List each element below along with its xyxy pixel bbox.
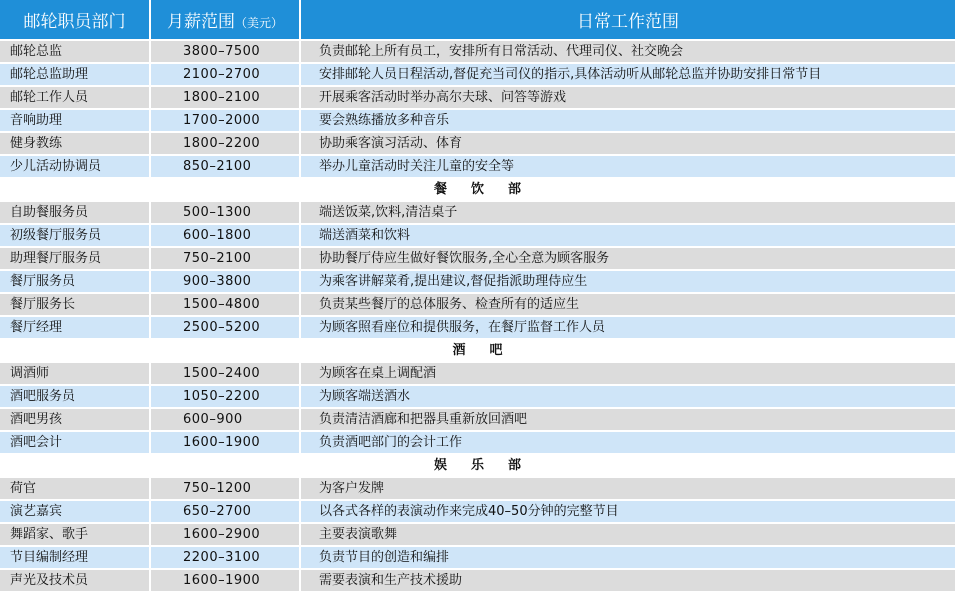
department-cell: 餐厅经理 (0, 316, 150, 339)
duty-cell: 为顾客端送酒水 (300, 385, 956, 408)
duty-cell: 为客户发牌 (300, 477, 956, 500)
duty-cell: 协助乘客演习活动、体育 (300, 132, 956, 155)
department-cell: 初级餐厅服务员 (0, 224, 150, 247)
section-header-row (0, 339, 956, 362)
department-cell: 声光及技术员 (0, 569, 150, 592)
department-cell: 助理餐厅服务员 (0, 247, 150, 270)
duty-cell: 安排邮轮人员日程活动,督促充当司仪的指示,具体活动听从邮轮总监并协助安排日常节目 (300, 63, 956, 86)
salary-cell: 2500–5200 (150, 316, 300, 339)
department-cell: 少儿活动协调员 (0, 155, 150, 178)
section-title: 餐饮部 (433, 182, 545, 197)
duty-cell: 需要表演和生产技术援助 (300, 569, 956, 592)
salary-cell: 2100–2700 (150, 63, 300, 86)
salary-cell: 1600–1900 (150, 569, 300, 592)
department-cell: 舞蹈家、歌手 (0, 523, 150, 546)
department-cell: 音响助理 (0, 109, 150, 132)
salary-cell: 650–2700 (150, 500, 300, 523)
section-title: 娱乐部 (433, 458, 545, 473)
table-row (0, 201, 956, 224)
header-dept: 邮轮职员部门 (0, 0, 150, 40)
duty-cell: 为乘客讲解菜肴,提出建议,督促指派助理侍应生 (300, 270, 956, 293)
table-row (0, 132, 956, 155)
department-cell: 荷官 (0, 477, 150, 500)
section-header-row (0, 178, 956, 201)
department-cell: 餐厅服务长 (0, 293, 150, 316)
salary-cell: 750–2100 (150, 247, 300, 270)
salary-cell: 600–1800 (150, 224, 300, 247)
table-row (0, 63, 956, 86)
salary-cell: 1800–2200 (150, 132, 300, 155)
salary-cell: 900–3800 (150, 270, 300, 293)
table-row (0, 40, 956, 63)
table-row (0, 270, 956, 293)
department-cell: 餐厅服务员 (0, 270, 150, 293)
salary-cell: 3800–7500 (150, 40, 300, 63)
header-salary (150, 0, 300, 40)
salary-cell: 750–1200 (150, 477, 300, 500)
table-row (0, 500, 956, 523)
salary-cell: 600–900 (150, 408, 300, 431)
table-row (0, 293, 956, 316)
duty-cell: 举办儿童活动时关注儿童的安全等 (300, 155, 956, 178)
table-row (0, 155, 956, 178)
salary-cell: 850–2100 (150, 155, 300, 178)
department-cell: 邮轮工作人员 (0, 86, 150, 109)
duty-cell: 负责节目的创造和编排 (300, 546, 956, 569)
header-row (0, 0, 956, 40)
department-cell: 调酒师 (0, 362, 150, 385)
table-row (0, 546, 956, 569)
section-title-cell (0, 178, 956, 201)
department-cell: 节目编制经理 (0, 546, 150, 569)
section-title-cell (0, 339, 956, 362)
table-row (0, 385, 956, 408)
header-salary-unit: （美元） (234, 16, 283, 30)
header-salary-label: 月薪范围 (166, 12, 235, 32)
duty-cell: 为顾客照看座位和提供服务，在餐厅监督工作人员 (300, 316, 956, 339)
table-row (0, 523, 956, 546)
section-title-cell (0, 454, 956, 477)
department-cell: 邮轮总监 (0, 40, 150, 63)
salary-cell: 1800–2100 (150, 86, 300, 109)
duty-cell: 负责酒吧部门的会计工作 (300, 431, 956, 454)
duty-cell: 负责清洁酒廊和把器具重新放回酒吧 (300, 408, 956, 431)
duty-cell: 负责某些餐厅的总体服务、检查所有的适应生 (300, 293, 956, 316)
section-header-row (0, 454, 956, 477)
duty-cell: 负责邮轮上所有员工，安排所有日常活动、代理司仪、社交晚会 (300, 40, 956, 63)
department-cell: 健身教练 (0, 132, 150, 155)
table-row (0, 109, 956, 132)
duty-cell: 以各式各样的表演动作来完成40–50分钟的完整节目 (300, 500, 956, 523)
department-cell: 演艺嘉宾 (0, 500, 150, 523)
section-title: 酒吧 (452, 343, 527, 358)
duty-cell: 要会熟练播放多种音乐 (300, 109, 956, 132)
salary-cell: 1050–2200 (150, 385, 300, 408)
table-row (0, 477, 956, 500)
table-row (0, 362, 956, 385)
duty-cell: 端送饭菜,饮料,清洁桌子 (300, 201, 956, 224)
table-row (0, 569, 956, 592)
table-row (0, 408, 956, 431)
salary-cell: 1500–4800 (150, 293, 300, 316)
duty-cell: 端送酒菜和饮料 (300, 224, 956, 247)
table-row (0, 247, 956, 270)
department-cell: 自助餐服务员 (0, 201, 150, 224)
salary-cell: 1600–1900 (150, 431, 300, 454)
table-row (0, 431, 956, 454)
table-row (0, 224, 956, 247)
salary-cell: 500–1300 (150, 201, 300, 224)
table-row (0, 86, 956, 109)
salary-cell: 1600–2900 (150, 523, 300, 546)
duty-cell: 协助餐厅侍应生做好餐饮服务,全心全意为顾客服务 (300, 247, 956, 270)
department-cell: 酒吧会计 (0, 431, 150, 454)
duty-cell: 开展乘客活动时举办高尔夫球、问答等游戏 (300, 86, 956, 109)
department-cell: 酒吧男孩 (0, 408, 150, 431)
salary-cell: 2200–3100 (150, 546, 300, 569)
header-duty: 日常工作范围 (300, 0, 956, 40)
department-cell: 邮轮总监助理 (0, 63, 150, 86)
duty-cell: 主要表演歌舞 (300, 523, 956, 546)
department-cell: 酒吧服务员 (0, 385, 150, 408)
salary-cell: 1700–2000 (150, 109, 300, 132)
table-row (0, 316, 956, 339)
duty-cell: 为顾客在桌上调配酒 (300, 362, 956, 385)
salary-cell: 1500–2400 (150, 362, 300, 385)
